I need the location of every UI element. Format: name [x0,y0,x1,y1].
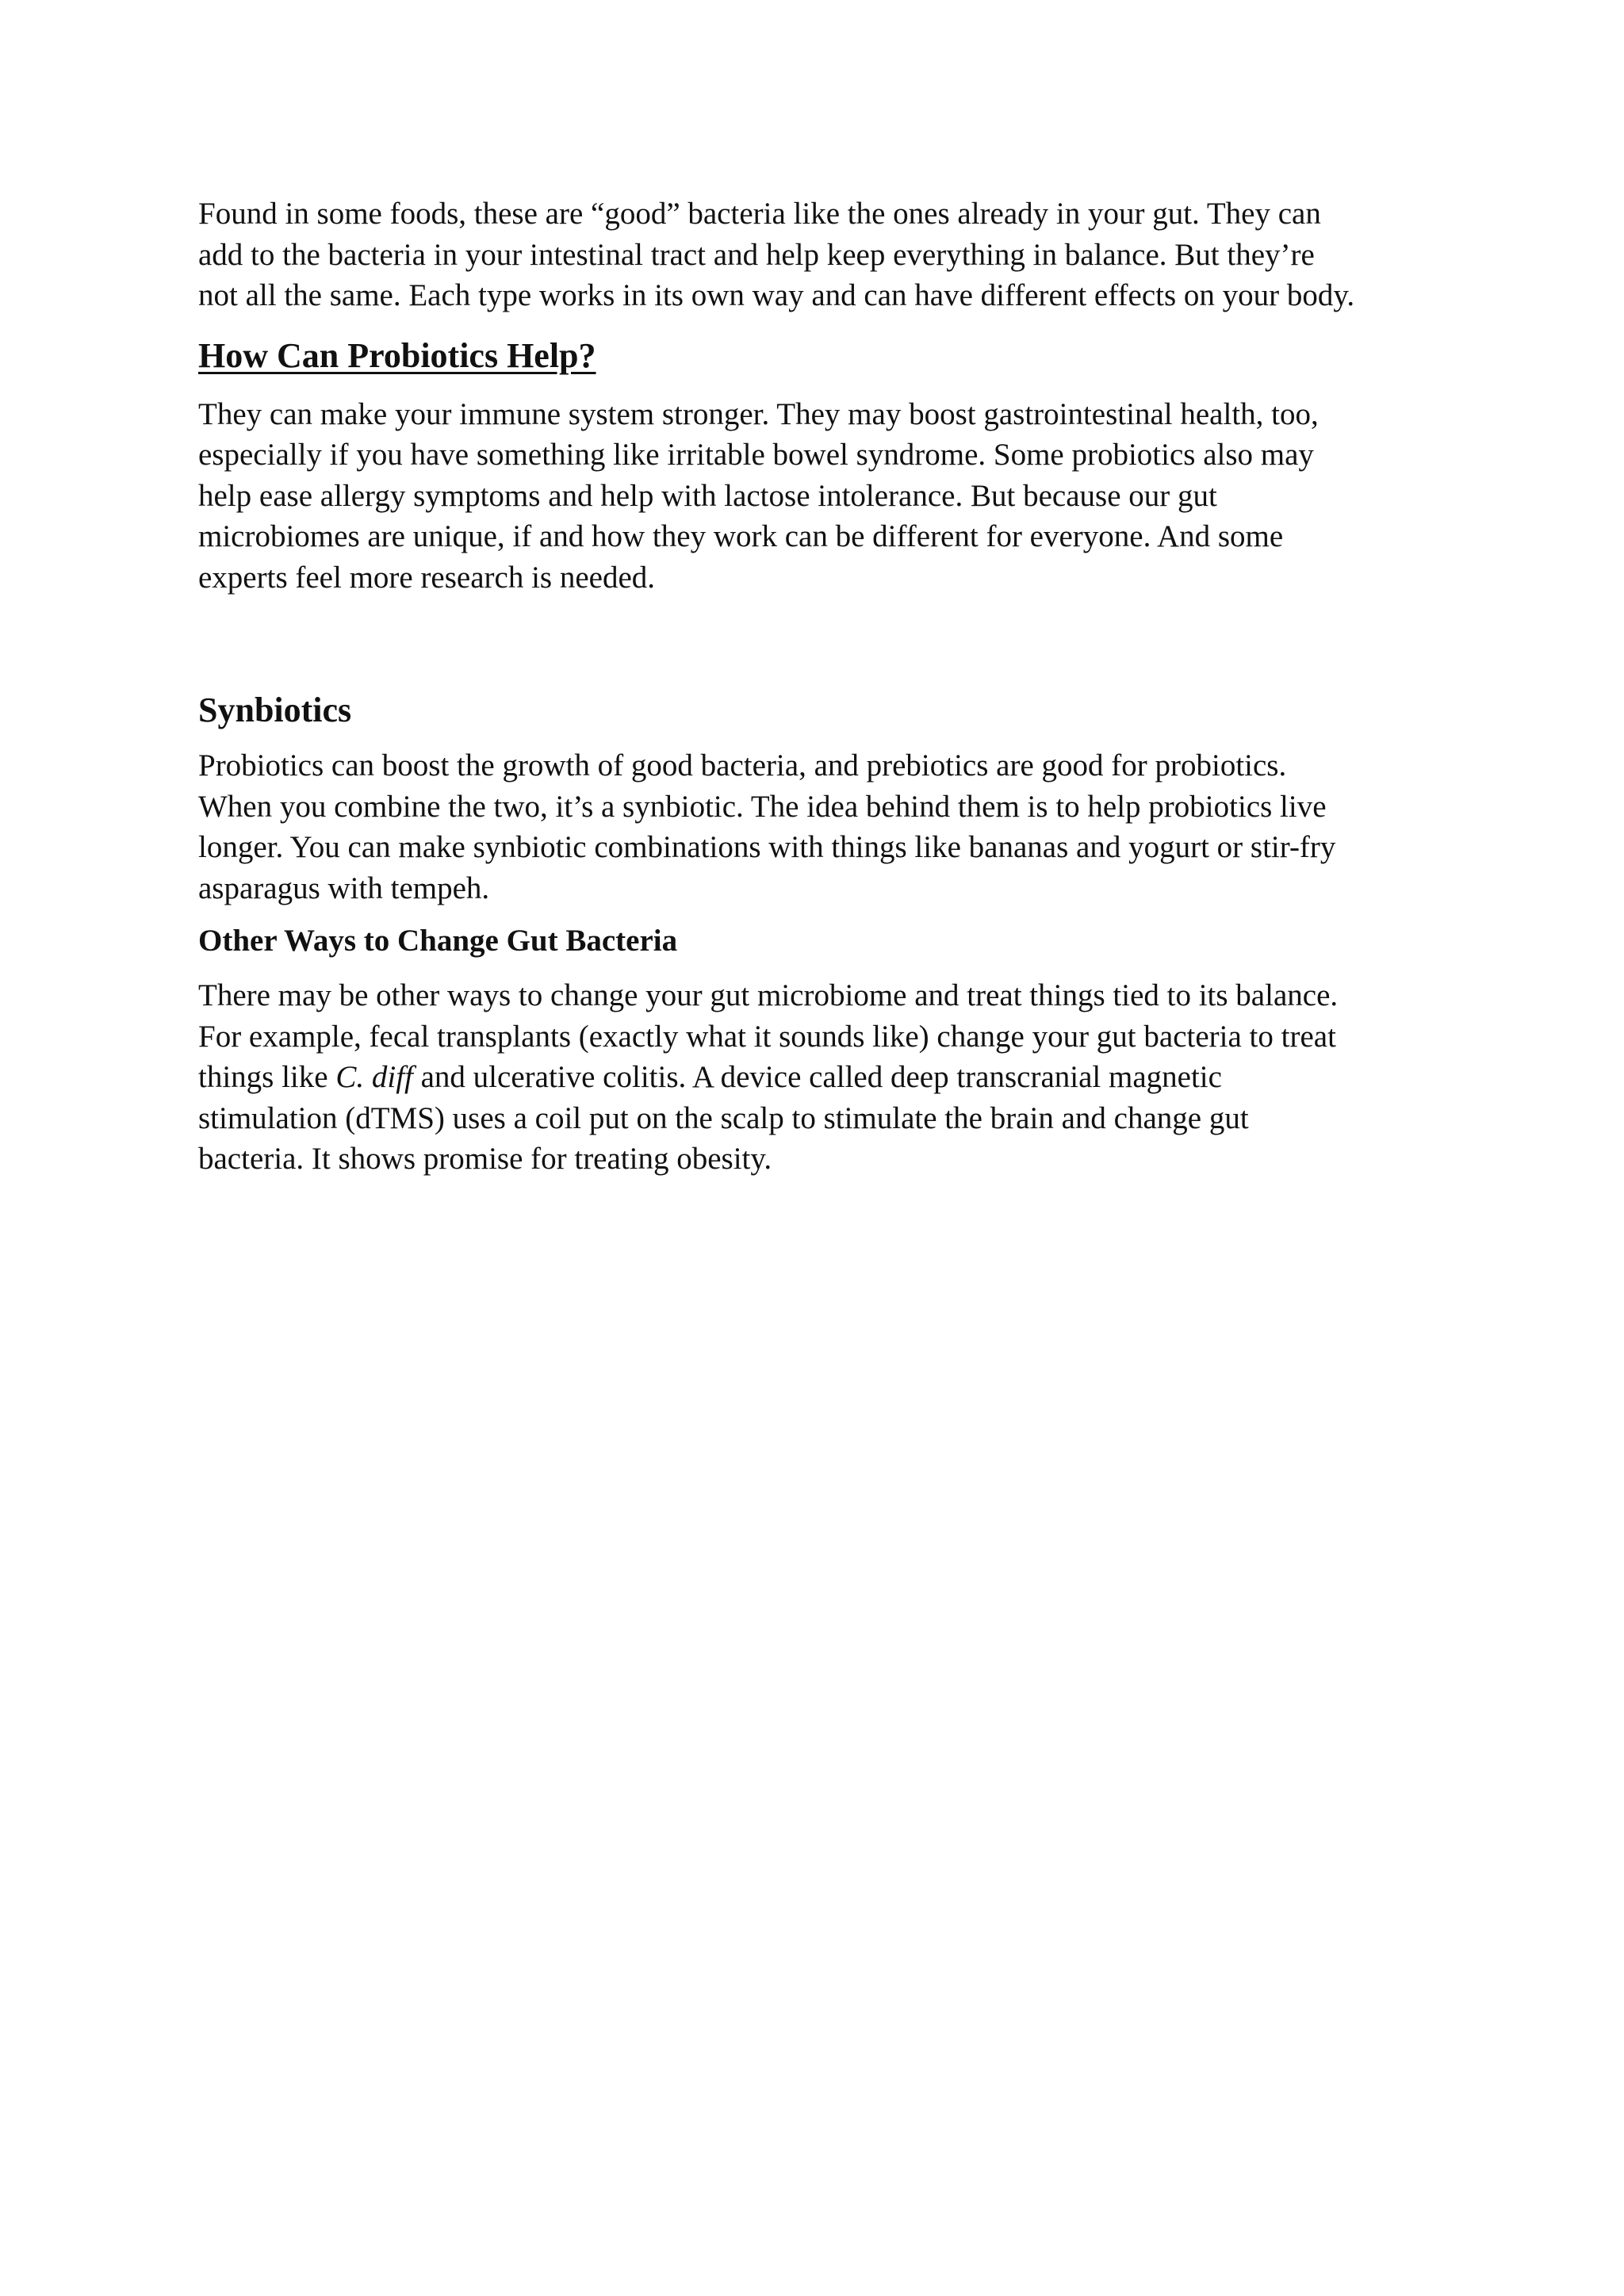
text-line: not all the same. Each type works in its own way and can have different effects on your body. [198,278,1355,312]
text-line: They can make your immune system stronger. They may boost gastrointestinal health, too, [198,396,1319,431]
text-line: Probiotics can boost the growth of good bacteria, and prebiotics are good for probiotics. [198,748,1287,783]
text-line [198,1057,1443,1098]
document-page [198,193,1443,1180]
text-line: asparagus with tempeh. [198,871,490,905]
text-line: longer. You can make synbiotic combinations with things like bananas and yogurt or stir-fry [198,830,1336,864]
text-line: When you combine the two, it’s a synbiotic. The idea behind them is to help probiotics live [198,789,1327,824]
text-line: For example, fecal transplants (exactly what it sounds like) change your gut bacteria to treat [198,1019,1336,1054]
text-segment: things like [198,1060,336,1094]
text-line: especially if you have something like irritable bowel syndrome. Some probiotics also may [198,438,1314,472]
text-line: add to the bacteria in your intestinal tract and help keep everything in balance. But they’re [198,237,1315,272]
italic-term-c-diff: C. diff [335,1060,413,1094]
text-line: microbiomes are unique, if and how they work can be different for everyone. And some [198,519,1284,553]
text-segment: and ulcerative colitis. A device called deep transcranial magnetic [412,1060,1222,1094]
probiotics-help-paragraph [198,394,1443,599]
text-line: help ease allergy symptoms and help with lactose intolerance. But because our gut [198,478,1217,513]
text-line: bacteria. It shows promise for treating obesity. [198,1142,772,1176]
synbiotics-paragraph [198,745,1443,909]
text-line: experts feel more research is needed. [198,560,656,595]
text-line: Found in some foods, these are “good” bacteria like the ones already in your gut. They can [198,197,1321,231]
other-ways-paragraph [198,975,1443,1180]
heading-other-ways: Other Ways to Change Gut Bacteria [198,924,678,958]
heading-synbiotics: Synbiotics [198,691,352,729]
intro-paragraph [198,193,1443,316]
text-line: stimulation (dTMS) uses a coil put on the scalp to stimulate the brain and change gut [198,1100,1249,1135]
text-line: There may be other ways to change your gut microbiome and treat things tied to its balance. [198,978,1339,1012]
heading-how-can-probiotics-help: How Can Probiotics Help? [198,335,596,375]
